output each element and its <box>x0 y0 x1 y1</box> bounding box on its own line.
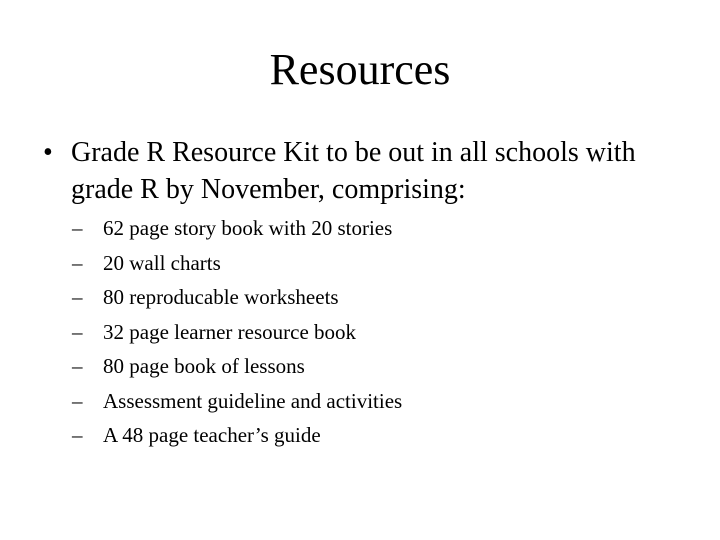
list-item <box>72 384 672 419</box>
list-item <box>72 280 672 315</box>
slide-title: Resources <box>269 45 451 94</box>
list-item-text: 80 page book of lessons <box>103 354 305 378</box>
dash-marker: – <box>72 354 83 378</box>
list-item-text: Assessment guideline and activities <box>103 388 403 413</box>
dash-marker: – <box>72 285 83 309</box>
list-item-text: 32 page learner resource book <box>103 319 357 344</box>
list-item <box>72 418 672 453</box>
bullet-marker: • <box>43 137 53 168</box>
list-item <box>72 211 672 246</box>
main-bullet <box>43 134 683 208</box>
sub-bullet-list <box>72 211 672 453</box>
dash-marker: – <box>72 423 83 447</box>
dash-marker: – <box>72 250 83 275</box>
dash-marker: – <box>72 388 83 413</box>
dash-marker: – <box>72 319 83 344</box>
list-item-text: A 48 page teacher’s guide <box>103 423 321 447</box>
list-item-text: 62 page story book with 20 stories <box>103 216 393 240</box>
list-item-text: 20 wall charts <box>103 250 221 275</box>
main-bullet-text: Grade R Resource Kit to be out in all schools with grade R by November, comprising: <box>71 137 636 205</box>
list-item <box>72 246 672 281</box>
list-item-text: 80 reproducable worksheets <box>103 285 339 309</box>
list-item <box>72 349 672 384</box>
list-item <box>72 315 672 350</box>
dash-marker: – <box>72 216 83 240</box>
